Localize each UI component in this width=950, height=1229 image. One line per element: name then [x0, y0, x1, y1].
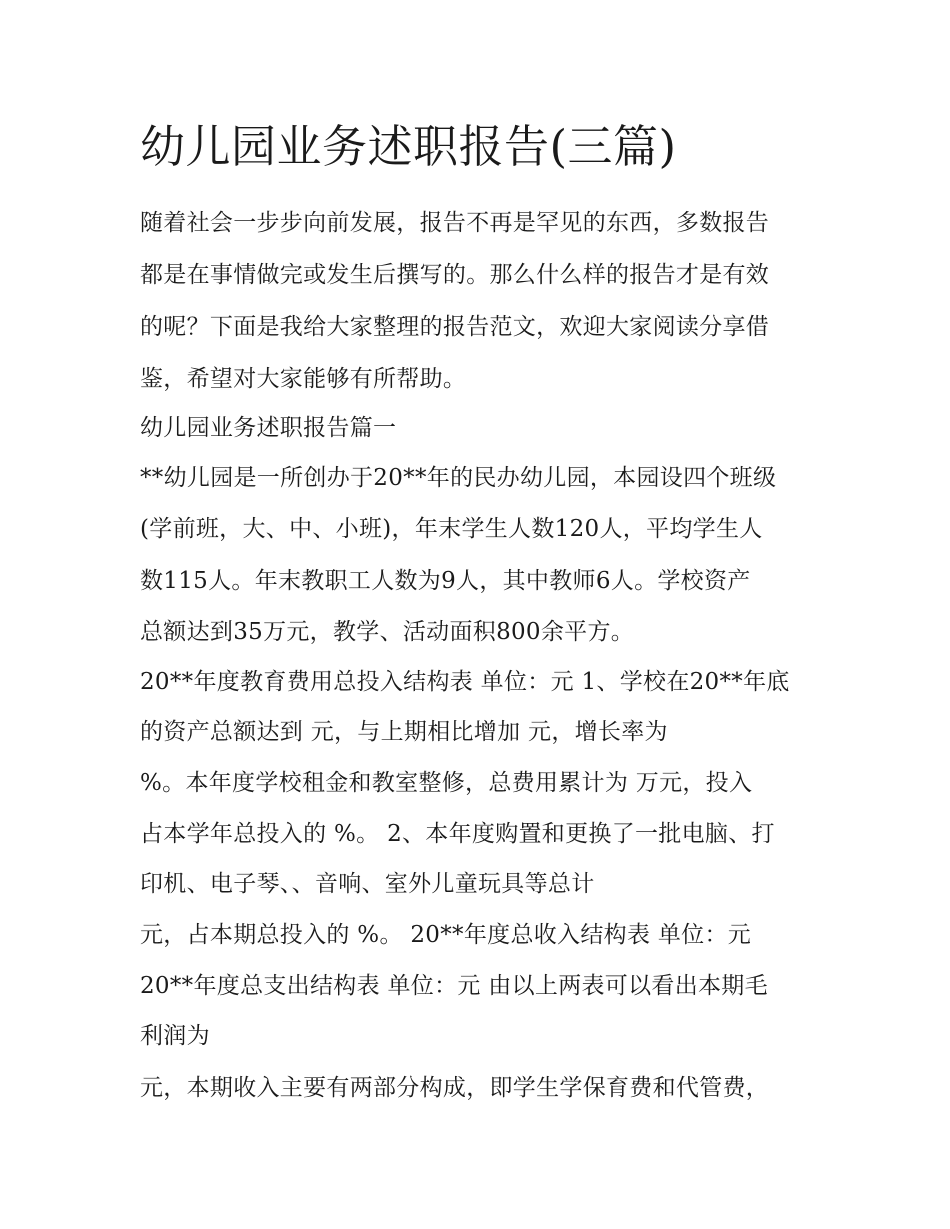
body-line: (学前班，大、中、小班)，年末学生人数120人，平均学生人 — [140, 516, 763, 542]
body-line: 的资产总额达到 元，与上期相比增加 元，增长率为 — [140, 719, 668, 745]
body-line: 利润为 — [140, 1023, 210, 1049]
body-line: 总额达到35万元，教学、活动面积800余平方。 — [140, 619, 635, 645]
body-line: 数115人。年末教职工人数为9人，其中教师6人。学校资产 — [140, 568, 751, 594]
body-line: 占本学年总投入的 %。 2、本年度购置和更换了一批电脑、打 — [140, 821, 775, 847]
body-line: 鉴，希望对大家能够有所帮助。 — [140, 366, 467, 392]
body-line: %。本年度学校租金和教室整修，总费用累计为 万元，投入 — [140, 770, 753, 796]
body-line: 随着社会一步步向前发展，报告不再是罕见的东西，多数报告 — [140, 210, 770, 236]
body-line: 印机、电子琴、、音响、室外儿童玩具等总计 — [140, 871, 595, 897]
body-line: 元，占本期总投入的 %。 20**年度总收入结构表 单位：元 — [140, 922, 752, 948]
body-line: 元，本期收入主要有两部分构成，即学生学保育费和代管费， — [140, 1075, 770, 1101]
body-line: 20**年度总支出结构表 单位：元 由以上两表可以看出本期毛 — [140, 973, 768, 999]
body-line: 20**年度教育费用总投入结构表 单位：元 1、学校在20**年底 — [140, 669, 790, 695]
section-heading: 幼儿园业务述职报告篇一 — [140, 415, 397, 441]
document-title: 幼儿园业务述职报告(三篇) — [140, 120, 677, 173]
body-line: 都是在事情做完或发生后撰写的。那么什么样的报告才是有效 — [140, 262, 770, 288]
body-line: 的呢？下面是我给大家整理的报告范文，欢迎大家阅读分享借 — [140, 314, 770, 340]
body-line: **幼儿园是一所创办于20**年的民办幼儿园，本园设四个班级 — [140, 465, 777, 491]
